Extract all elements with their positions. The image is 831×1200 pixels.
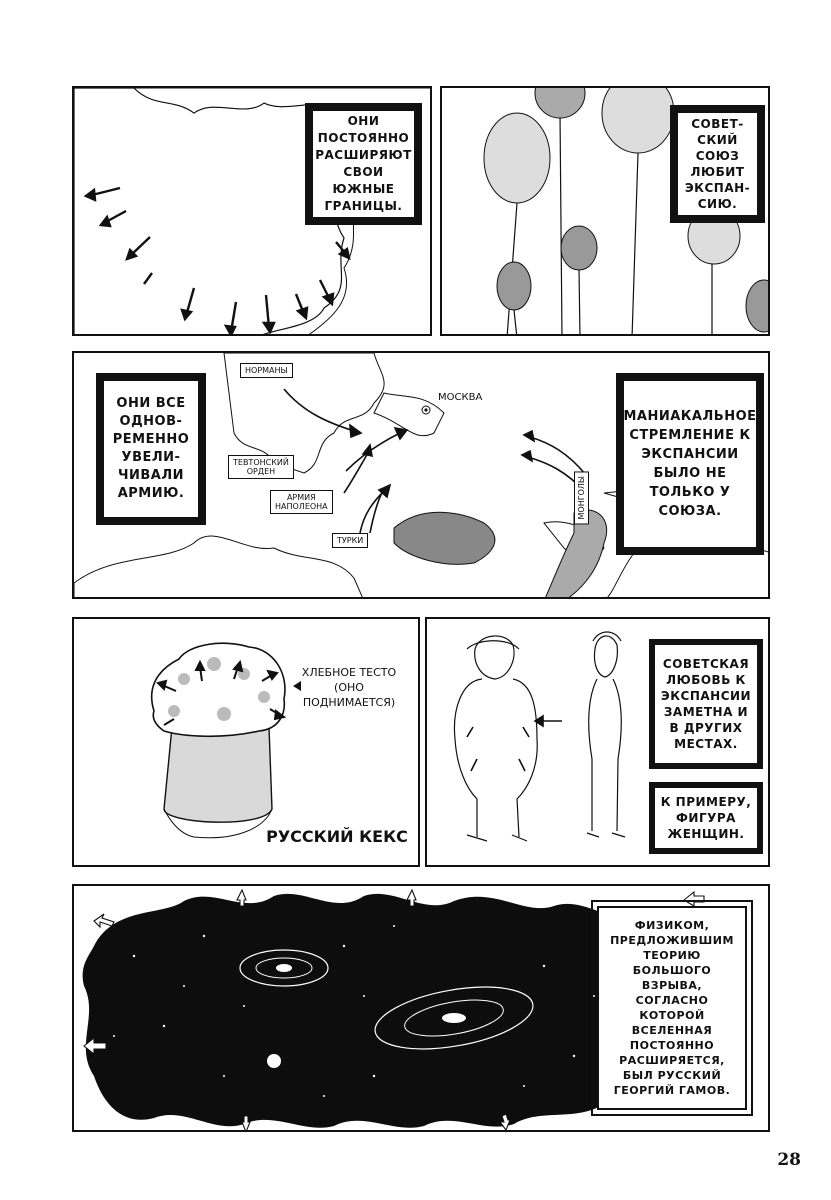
caption-soviet-love: СОВЕТСКАЯ ЛЮБОВЬ К ЭКСПАНСИИ ЗАМЕТНА И В ДРУГИХ МЕСТАХ. (649, 639, 763, 769)
panel-galaxies (72, 884, 770, 1132)
label-mongols: МОНГОЛЫ (574, 471, 589, 524)
caption-women-figure: К ПРИМЕРУ, ФИГУРА ЖЕНЩИН. (649, 782, 763, 854)
caption-southern-borders: ОНИ ПОСТОЯННО РАСШИРЯЮТ СВОИ ЮЖНЫЕ ГРАНИЦЫ. (305, 103, 422, 225)
page-number: 28 (777, 1150, 801, 1170)
label-normans: НОРМАНЫ (240, 363, 293, 378)
label-moscow: МОСКВА (434, 391, 486, 404)
caption-soviet-union: СОВЕТ- СКИЙ СОЮЗ ЛЮБИТ ЭКСПАН- СИЮ. (670, 105, 765, 223)
caption-armies: ОНИ ВСЕ ОДНОВ- РЕМЕННО УВЕЛИ- ЧИВАЛИ АРМИЮ. (96, 373, 206, 525)
muffin-title: РУССКИЙ КЕКС (266, 827, 408, 846)
panel-map-borders (72, 86, 432, 336)
label-napoleon-army: АРМИЯ НАПОЛЕОНА (270, 490, 333, 514)
label-turks: ТУРКИ (332, 533, 368, 548)
annotation-bread-dough: ХЛЕБНОЕ ТЕСТО (ОНО ПОДНИМАЕТСЯ) (301, 666, 397, 709)
panel-russian-muffin (72, 617, 420, 867)
caption-maniacal-expansion: МАНИАКАЛЬНОЕ СТРЕМЛЕНИЕ К ЭКСПАНСИИ БЫЛО НЕ ТОЛЬКО У СОЮЗА. (616, 373, 764, 555)
panel-figures (425, 617, 770, 867)
label-teutonic-order: ТЕВТОНСКИЙ ОРДЕН (228, 455, 294, 479)
panel-balloons (440, 86, 770, 336)
caption-gamow: ФИЗИКОМ, ПРЕДЛОЖИВШИМ ТЕОРИЮ БОЛЬШОГО ВЗРЫВА, СОГЛАСНО КОТОРОЙ ВСЕЛЕННАЯ ПОСТОЯННО РАСШИРЯЕТСЯ, БЫЛ РУССКИЙ ГЕОРГИЙ ГАМОВ. (597, 906, 747, 1110)
panel-invasions-map (72, 351, 770, 599)
